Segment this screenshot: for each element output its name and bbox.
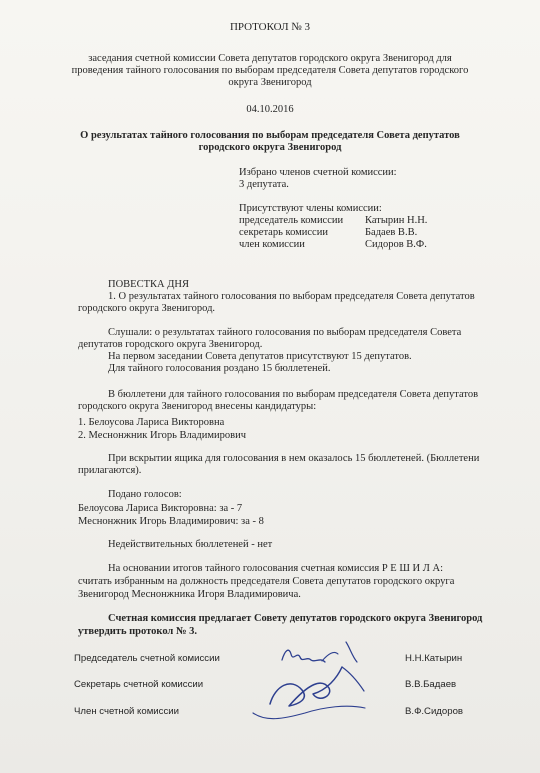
document-date: 04.10.2016 (246, 104, 294, 115)
agenda-item-line-1: 1. О результатах тайного голосования по выборам председателя Совета депутатов (108, 291, 475, 302)
candidate-item-1: 1. Белоусова Лариса Викторовна (78, 417, 225, 428)
member-name-member: Сидоров В.Ф. (365, 239, 427, 250)
decision-line-2: считать избранным на должность председателя Совета депутатов городского округа (78, 576, 455, 587)
signature-name-member: В.Ф.Сидоров (405, 706, 464, 717)
member-role-chair: председатель комиссии (239, 215, 344, 226)
box-opening-line-1: При вскрытии ящика для голосования в нем оказалось 15 бюллетеней. (Бюллетени (108, 453, 480, 464)
box-opening-line-2: прилагаются). (78, 465, 142, 476)
signature-role-secretary: Секретарь счетной комиссии (74, 679, 204, 690)
present-members-label: Присутствуют члены комиссии: (239, 203, 382, 214)
chair-signature-stroke (282, 650, 325, 662)
chair-signature-loop (322, 652, 338, 661)
decision-line-1: На основании итогов тайного голосования счетная комиссия Р Е Ш И Л А: (108, 563, 444, 574)
votes-heading: Подано голосов: (108, 489, 182, 500)
signature-role-chair: Председатель счетной комиссии (74, 653, 220, 664)
agenda-heading: ПОВЕСТКА ДНЯ (108, 279, 189, 290)
vote-row-1: Белоусова Лариса Викторовна: за - 7 (78, 503, 243, 514)
chair-signature-tail (346, 642, 357, 662)
decision-line-3: Звенигород Меснонжника Игоря Владимировича. (78, 589, 301, 600)
signature-name-secretary: В.В.Бадаев (405, 679, 457, 690)
invalid-ballots: Недействительных бюллетеней - нет (108, 539, 273, 550)
candidate-item-2: 2. Меснонжник Игорь Владимирович (78, 430, 247, 441)
member-name-chair: Катырин Н.Н. (365, 215, 428, 226)
elected-members-label: Избрано членов счетной комиссии: (239, 167, 397, 178)
proposal-line-1: Счетная комиссия предлагает Совету депутатов городского округа Звенигород (108, 613, 483, 624)
member-signature-stroke (253, 706, 365, 719)
signature-role-member: Член счетной комиссии (74, 706, 179, 717)
subject-line-1: О результатах тайного голосования по выборам председателя Совета депутатов (80, 130, 460, 141)
candidates-line-2: городского округа Звенигород внесены кандидатуры: (78, 401, 317, 412)
heard-line-4: Для тайного голосования роздано 15 бюллетеней. (108, 363, 331, 374)
member-role-member: член комиссии (239, 239, 305, 250)
elected-members-value: 3 депутата. (239, 179, 289, 190)
member-name-secretary: Бадаев В.В. (365, 227, 418, 238)
heard-line-3: На первом заседании Совета депутатов присутствуют 15 депутатов. (108, 351, 412, 362)
secretary-signature-stroke (270, 667, 342, 706)
subject-line-2: городского округа Звенигород (198, 142, 342, 153)
heard-line-2: депутатов городского округа Звенигород. (78, 339, 263, 350)
candidates-line-1: В бюллетени для тайного голосования по выборам председателя Совета депутатов (108, 389, 479, 400)
member-role-secretary: секретарь комиссии (239, 227, 328, 238)
secretary-signature-extension (342, 667, 364, 691)
header-line-2: проведения тайного голосования по выборам председателя Совета депутатов городского (71, 65, 469, 76)
header-line-3: округа Звенигород (228, 77, 312, 88)
vote-row-2: Меснонжник Игорь Владимирович: за - 8 (78, 516, 264, 527)
proposal-line-2: утвердить протокол № 3. (78, 626, 197, 637)
heard-line-1: Слушали: о результатах тайного голосования по выборам председателя Совета (108, 327, 462, 338)
signature-name-chair: Н.Н.Катырин (405, 653, 463, 664)
document-title: ПРОТОКОЛ № 3 (229, 21, 311, 33)
header-line-1: заседания счетной комиссии Совета депутатов городского округа Звенигород для (88, 53, 452, 64)
agenda-item-line-2: городского округа Звенигород. (78, 303, 216, 314)
